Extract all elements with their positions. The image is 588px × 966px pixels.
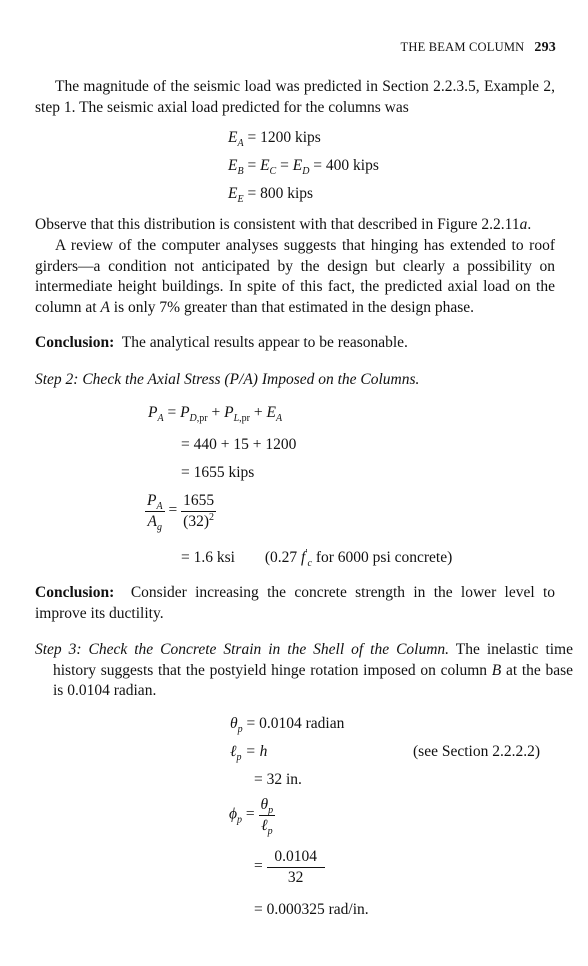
section-reference: (see Section 2.2.2.2) bbox=[413, 743, 540, 760]
equation-pa-total: = 1655 kips bbox=[181, 464, 255, 481]
step-2-heading: Step 2: Check the Axial Stress (P/A) Imposed on the Columns. bbox=[35, 371, 420, 388]
equation-pa: $P_A = P_{D,pr} + P_{L,pr} + E_A$ bbox=[148, 404, 283, 425]
conclusion-reasonable: Conclusion: The analytical results appear to be reasonable. bbox=[35, 334, 408, 351]
page-number: 293 bbox=[534, 40, 556, 55]
equation-stress-fraction: $\frac{P_A}{A_g}$ = $\frac{1655}{(32)^2}$ bbox=[147, 492, 215, 533]
conclusion-concrete-strength: Conclusion: Consider increasing the concrete strength in the lower level to improve its ductility. bbox=[35, 584, 555, 622]
equation-stress-result: = 1.6 ksi (0.27 $f'_c$ for 6000 psi concrete) bbox=[181, 547, 453, 570]
equation-phi-result: = 0.000325 rad/in. bbox=[254, 901, 369, 918]
equation-ee: $E_E = 800$ kips bbox=[228, 185, 314, 206]
paragraph-computer-review: A review of the computer analyses suggests that hinging has extended to roof girders—a condition not anticipated by the design but clearly a possibility on intermediate height buildings. In spite of this fact, the predicted axial load on the column at A is only 7% greater than that estimated in the design phase. bbox=[35, 237, 555, 316]
running-header bbox=[401, 41, 556, 55]
equation-lp: ℓ$_p$ = h bbox=[230, 743, 268, 764]
paragraph-seismic-load: The magnitude of the seismic load was predicted in Section 2.2.3.5, Example 2, step 1. The seismic axial load predicted for the columns was bbox=[35, 78, 555, 116]
equation-phi-p: $\phi_p$ = $\frac{\theta_p}{\ell_p}$ bbox=[229, 796, 274, 837]
equation-ea: $E_A = 1200$ kips bbox=[228, 129, 321, 150]
step-3-paragraph: Step 3: Check the Concrete Strain in the Shell of the Column. The inelastic time history suggests that the postyield hinge rotation imposed on column B at the base is 0.0104 radian. bbox=[35, 641, 573, 699]
equation-pa-sum: = 440 + 15 + 1200 bbox=[181, 436, 297, 453]
running-title: THE BEAM COLUMN bbox=[400, 40, 525, 54]
equation-lp-value: = 32 in. bbox=[254, 771, 302, 788]
equation-eb: $E_B = E_C = E_D = 400$ kips bbox=[228, 157, 379, 178]
equation-theta-p: $\theta_p = 0.0104$ radian bbox=[230, 715, 345, 736]
equation-phi-fraction: = $\frac{0.0104}{32}$ bbox=[254, 849, 325, 885]
paragraph-distribution: Observe that this distribution is consistent with that described in Figure 2.2.11a. bbox=[35, 216, 532, 233]
